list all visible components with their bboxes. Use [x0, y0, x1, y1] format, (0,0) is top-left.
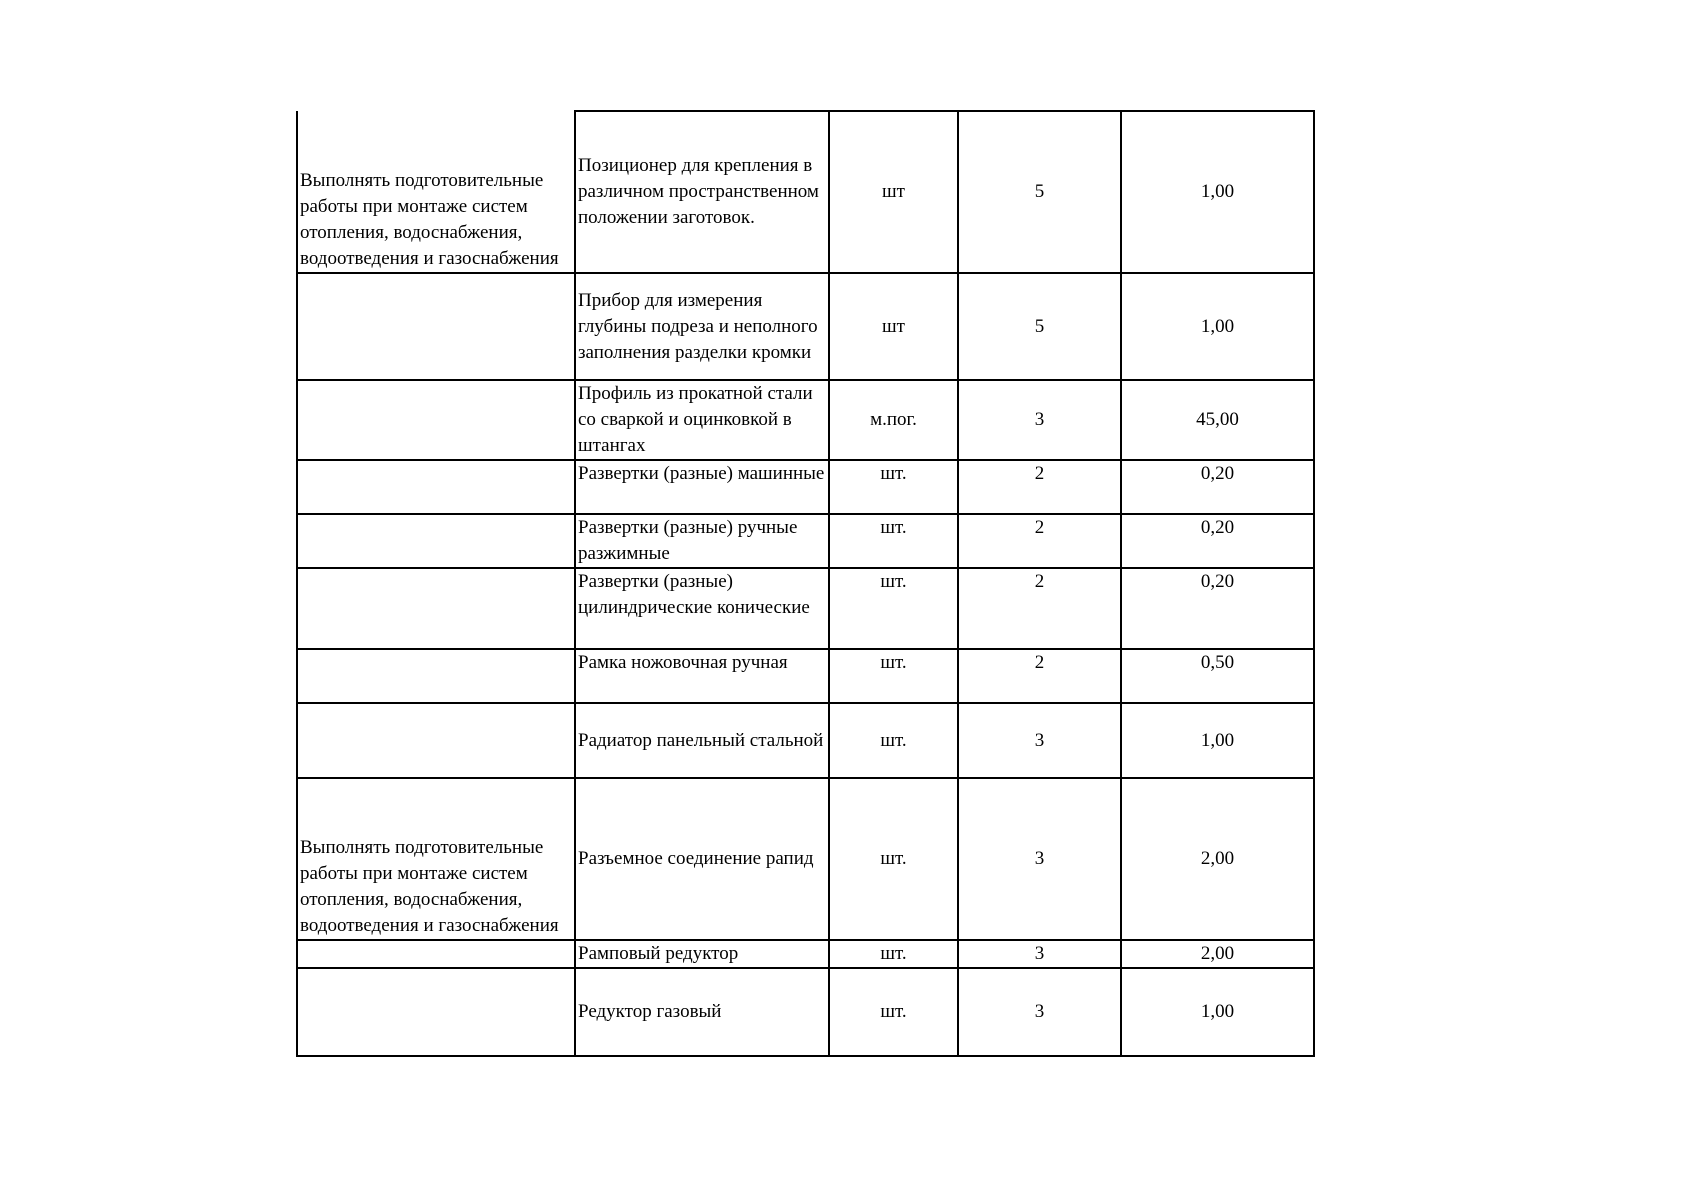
- quantity-cell: 3: [958, 703, 1121, 778]
- equipment-table-sheet: [296, 110, 1315, 1057]
- norm-cell: 2,00: [1121, 940, 1314, 968]
- norm-cell: 0,20: [1121, 568, 1314, 649]
- task-cell: [297, 460, 575, 514]
- norm-cell: 0,20: [1121, 460, 1314, 514]
- task-cell: [297, 703, 575, 778]
- quantity-cell: 5: [958, 111, 1121, 273]
- table-row: [297, 778, 1314, 940]
- quantity-cell: 5: [958, 273, 1121, 380]
- quantity-cell: 2: [958, 649, 1121, 703]
- unit-cell: м.пог.: [829, 380, 958, 460]
- task-cell: Выполнять подготовительные работы при монтаже систем отопления, водоснабжения, водоотведения и газоснабжения: [297, 778, 575, 940]
- unit-cell: шт.: [829, 703, 958, 778]
- quantity-cell: 3: [958, 380, 1121, 460]
- quantity-cell: 2: [958, 568, 1121, 649]
- item-name-cell: Разъемное соединение рапид: [575, 778, 829, 940]
- task-cell: [297, 568, 575, 649]
- item-name-cell: Развертки (разные) машинные: [575, 460, 829, 514]
- norm-cell: 45,00: [1121, 380, 1314, 460]
- unit-cell: шт.: [829, 460, 958, 514]
- item-name-cell: Профиль из прокатной стали со сваркой и оцинковкой в штангах: [575, 380, 829, 460]
- quantity-cell: 3: [958, 778, 1121, 940]
- norm-cell: 0,20: [1121, 514, 1314, 568]
- norm-cell: 2,00: [1121, 778, 1314, 940]
- item-name-cell: Развертки (разные) ручные разжимные: [575, 514, 829, 568]
- task-cell: [297, 380, 575, 460]
- item-name-cell: Редуктор газовый: [575, 968, 829, 1056]
- unit-cell: шт: [829, 273, 958, 380]
- unit-cell: шт.: [829, 968, 958, 1056]
- task-cell: [297, 514, 575, 568]
- table-row: [297, 568, 1314, 649]
- item-name-cell: Радиатор панельный стальной: [575, 703, 829, 778]
- table-row: [297, 649, 1314, 703]
- table-row: [297, 968, 1314, 1056]
- item-name-cell: Развертки (разные) цилиндрические конические: [575, 568, 829, 649]
- task-cell: [297, 273, 575, 380]
- table-row: [297, 460, 1314, 514]
- norm-cell: 1,00: [1121, 111, 1314, 273]
- unit-cell: шт.: [829, 568, 958, 649]
- norm-cell: 0,50: [1121, 649, 1314, 703]
- item-name-cell: Рамка ножовочная ручная: [575, 649, 829, 703]
- quantity-cell: 2: [958, 514, 1121, 568]
- table-row: [297, 940, 1314, 968]
- table-row: [297, 703, 1314, 778]
- unit-cell: шт.: [829, 514, 958, 568]
- unit-cell: шт.: [829, 940, 958, 968]
- norm-cell: 1,00: [1121, 703, 1314, 778]
- norm-cell: 1,00: [1121, 273, 1314, 380]
- task-cell: [297, 649, 575, 703]
- table-row: [297, 273, 1314, 380]
- task-cell: [297, 968, 575, 1056]
- unit-cell: шт: [829, 111, 958, 273]
- task-cell: Выполнять подготовительные работы при монтаже систем отопления, водоснабжения, водоотведения и газоснабжения: [297, 111, 575, 273]
- task-cell: [297, 940, 575, 968]
- quantity-cell: 2: [958, 460, 1121, 514]
- table-row: [297, 380, 1314, 460]
- quantity-cell: 3: [958, 940, 1121, 968]
- item-name-cell: Позиционер для крепления в различном пространственном положении заготовок.: [575, 111, 829, 273]
- table-row: [297, 514, 1314, 568]
- table-row: [297, 111, 1314, 273]
- norm-cell: 1,00: [1121, 968, 1314, 1056]
- unit-cell: шт.: [829, 649, 958, 703]
- equipment-table: [296, 110, 1315, 1057]
- item-name-cell: Рамповый редуктор: [575, 940, 829, 968]
- quantity-cell: 3: [958, 968, 1121, 1056]
- item-name-cell: Прибор для измерения глубины подреза и неполного заполнения разделки кромки: [575, 273, 829, 380]
- unit-cell: шт.: [829, 778, 958, 940]
